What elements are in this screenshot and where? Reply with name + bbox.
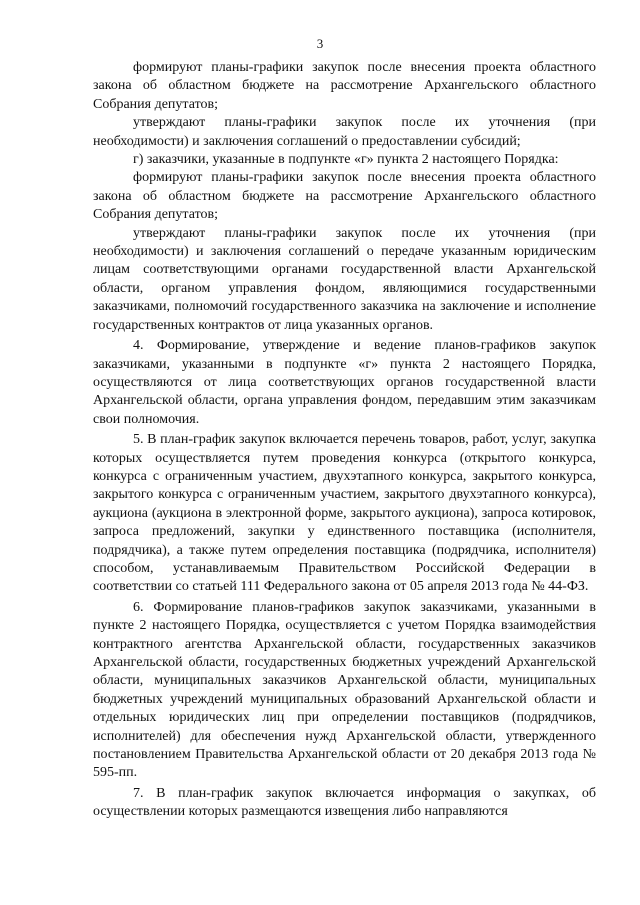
paragraph: утверждают планы-графики закупок после их уточнения (при необходимости) и заключения соглашений о предоставлении субсидий;	[93, 115, 596, 149]
paragraph: 6. Формирование планов-графиков закупок заказчиками, указанными в пункте 2 настоящего Порядка, осуществляется с учетом Порядка взаимодействия контрактного агентства Архангельской области, государственных заказчиков Архангельской области, государственных бюджетных учреждений Архангельской области, муниципальных заказчиков Архангельской области, муниципальных бюджетных учреждений муниципальных образований Архангельской области и отдельных юридических лиц при определении поставщиков (подрядчиков, исполнителей) для обеспечения нужд Архангельской области, утвержденного постановлением Правительства Архангельской области от 20 декабря 2013 года № 595-пп.	[93, 599, 596, 781]
page-number: 3	[316, 36, 324, 51]
paragraph: 7. В план-график закупок включается информация о закупках, об осуществлении которых размещаются извещения либо направляются	[93, 785, 596, 820]
paragraph: 4. Формирование, утверждение и ведение планов-графиков закупок заказчиками, указанными в подпункте «г» пункта 2 настоящего Порядка, осуществляются от лица соответствующих органов государственной власти Архангельской области, органа управления фондом, передавшим этим заказчикам свои полномочия.	[93, 338, 596, 427]
document-body	[93, 59, 596, 822]
paragraph: г) заказчики, указанные в подпункте «г» пункта 2 настоящего Порядка:	[133, 152, 559, 168]
paragraph: 5. В план-график закупок включается перечень товаров, работ, услуг, закупка которых осуществляется путем проведения конкурса (открытого конкурса, конкурса с ограниченным участием, двухэтапного конкурса, закрытого конкурса, закрытого конкурса с ограниченным участием, закрытого двухэтапного конкурса), аукциона (аукциона в электронной форме, закрытого аукциона), запроса котировок, запроса предложений, закупки у единственного поставщика (исполнителя, подрядчика), а также путем определения поставщика (подрядчика, исполнителя) способом, устанавливаемым Правительством Российской Федерации в соответствии со статьей 111 Федерального закона от 05 апреля 2013 года № 44-ФЗ.	[93, 432, 596, 595]
paragraph: формируют планы-графики закупок после внесения проекта областного закона об областном бюджете на рассмотрение Архангельского областного Собрания депутатов;	[93, 170, 596, 223]
paragraph: формируют планы-графики закупок после внесения проекта областного закона об областном бюджете на рассмотрение Архангельского областного Собрания депутатов;	[93, 60, 596, 112]
paragraph: утверждают планы-графики закупок после их уточнения (при необходимости) и заключения соглашений о передаче указанным юридическим лицам соответствующими органами государственной власти Архангельской области, органом управления фондом, являющимися государственными заказчиками, полномочий государственного заказчика на заключение и исполнение государственных контрактов от лица указанных органов.	[93, 225, 596, 333]
